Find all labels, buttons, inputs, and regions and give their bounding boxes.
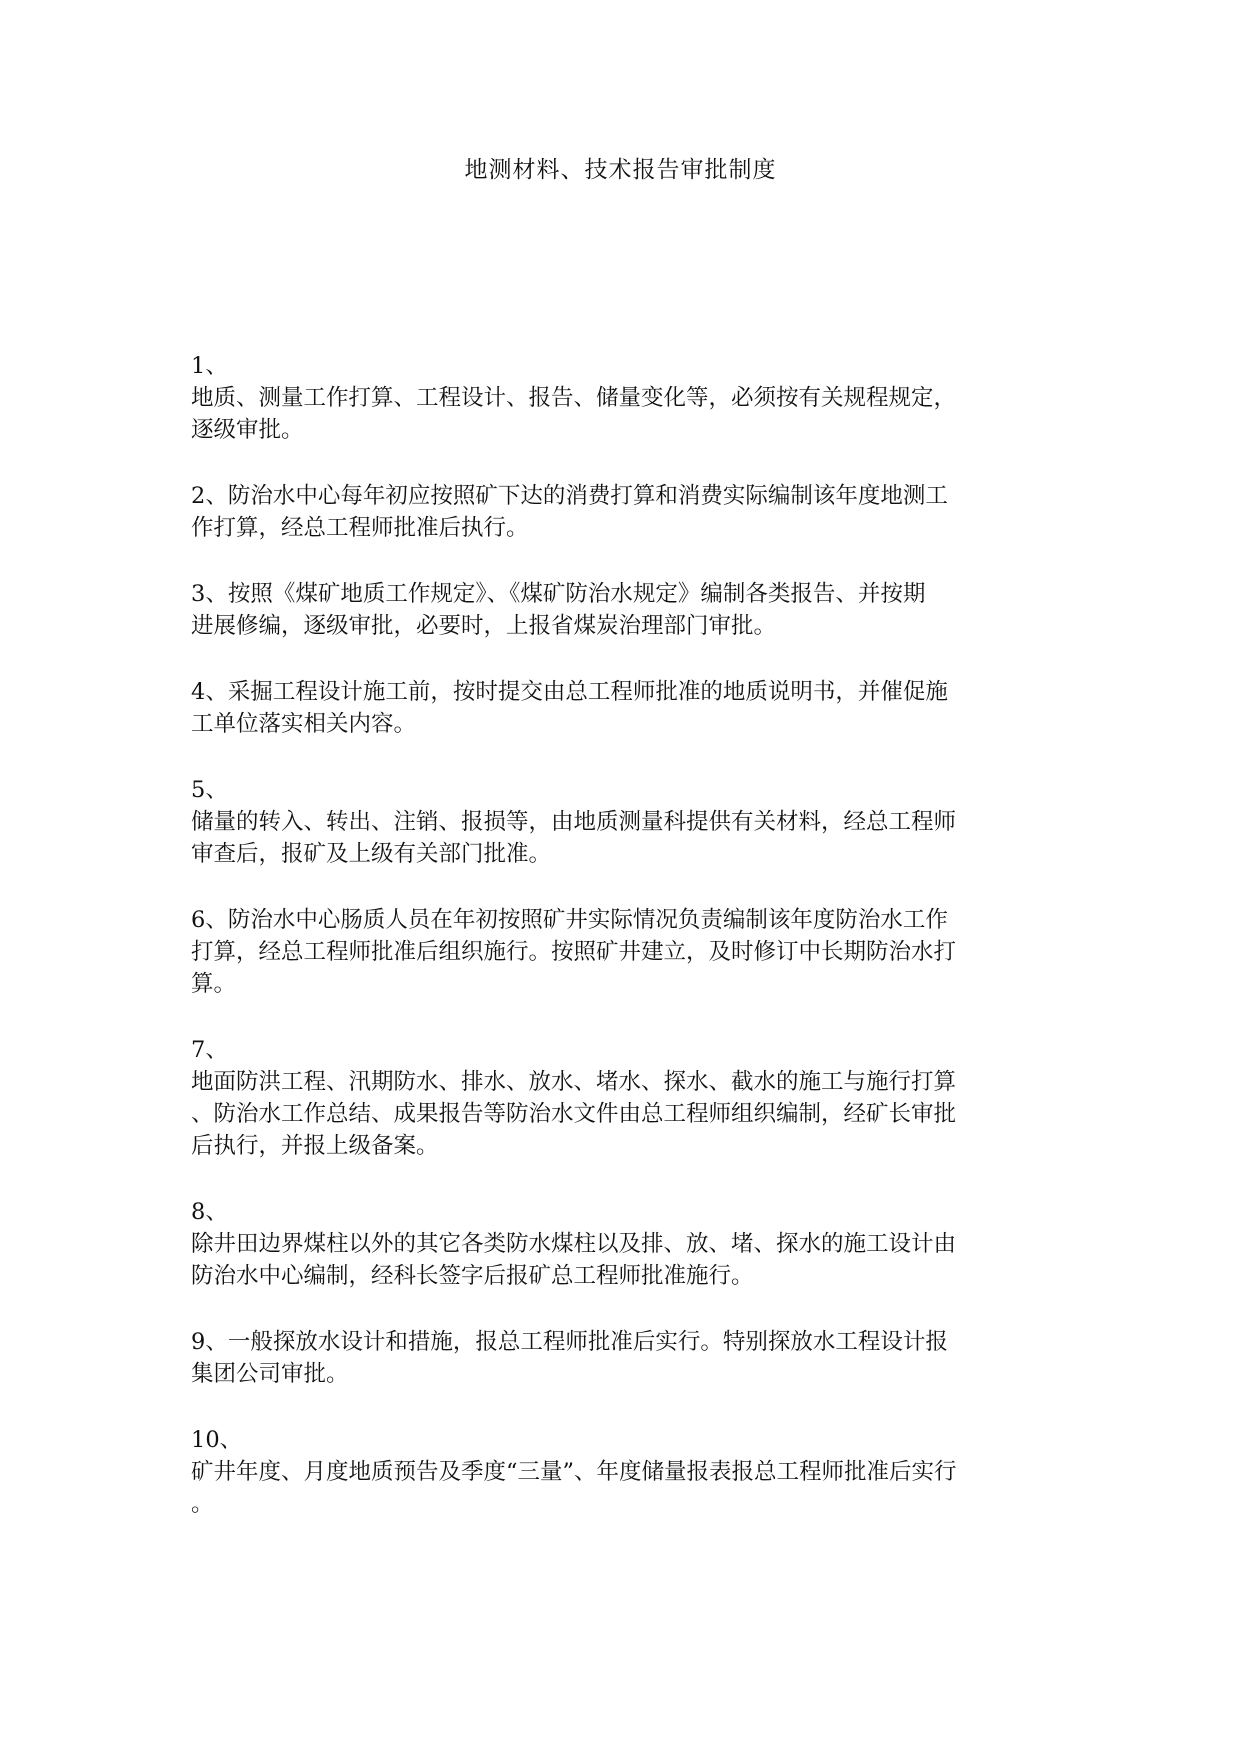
item-1-line-1: 1、	[191, 353, 228, 379]
item-10-line-1: 10、	[191, 1427, 243, 1453]
item-4-line-2: 工单位落实相关内容。	[191, 711, 417, 737]
item-8-line-3: 防治水中心编制，经科长签字后报矿总工程师批准施行。	[191, 1263, 754, 1289]
item-9-line-1: 9、一般探放水设计和措施，报总工程师批准后实行。特别探放水工程设计报	[191, 1329, 948, 1355]
document-title: 地测材料、技术报告审批制度	[464, 157, 777, 183]
item-5-line-1: 5、	[191, 777, 228, 803]
item-2-line-1: 2、防治水中心每年初应按照矿下达的消费打算和消费实际编制该年度地测工	[191, 483, 948, 509]
item-3-line-2: 进展修编，逐级审批，必要时，上报省煤炭治理部门审批。	[191, 613, 777, 639]
item-6-line-3: 算。	[191, 971, 237, 997]
item-1-line-3: 逐级审批。	[191, 417, 304, 443]
item-7-line-4: 后执行，并报上级备案。	[191, 1133, 439, 1159]
item-10-line-3: 。	[191, 1491, 214, 1517]
item-6-line-2: 打算，经总工程师批准后组织施行。按照矿井建立，及时修订中长期防治水打	[191, 939, 957, 965]
item-1-line-2: 地质、测量工作打算、工程设计、报告、储量变化等，必须按有关规程规定，	[191, 385, 957, 411]
item-2-line-2: 作打算，经总工程师批准后执行。	[191, 515, 529, 541]
item-8-line-2: 除井田边界煤柱以外的其它各类防水煤柱以及排、放、堵、探水的施工设计由	[191, 1231, 957, 1257]
item-3-line-1: 3、按照《煤矿地质工作规定》、《煤矿防治水规定》编制各类报告、并按期	[191, 581, 926, 607]
item-9-line-2: 集团公司审批。	[191, 1361, 349, 1387]
item-7-line-3: 、防治水工作总结、成果报告等防治水文件由总工程师组织编制，经矿长审批	[191, 1101, 957, 1127]
item-5-line-2: 储量的转入、转出、注销、报损等，由地质测量科提供有关材料，经总工程师	[191, 809, 957, 835]
item-7-line-2: 地面防洪工程、汛期防水、排水、放水、堵水、探水、截水的施工与施行打算	[191, 1069, 957, 1095]
item-10-line-2: 矿井年度、月度地质预告及季度“三量”、年度储量报表报总工程师批准后实行	[191, 1459, 957, 1485]
item-8-line-1: 8、	[191, 1199, 228, 1225]
item-5-line-3: 审查后，报矿及上级有关部门批准。	[191, 841, 552, 867]
item-4-line-1: 4、采掘工程设计施工前，按时提交由总工程师批准的地质说明书，并催促施	[191, 679, 948, 705]
item-6-line-1: 6、防治水中心肠质人员在年初按照矿井实际情况负责编制该年度防治水工作	[191, 907, 948, 933]
item-7-line-1: 7、	[191, 1037, 228, 1063]
